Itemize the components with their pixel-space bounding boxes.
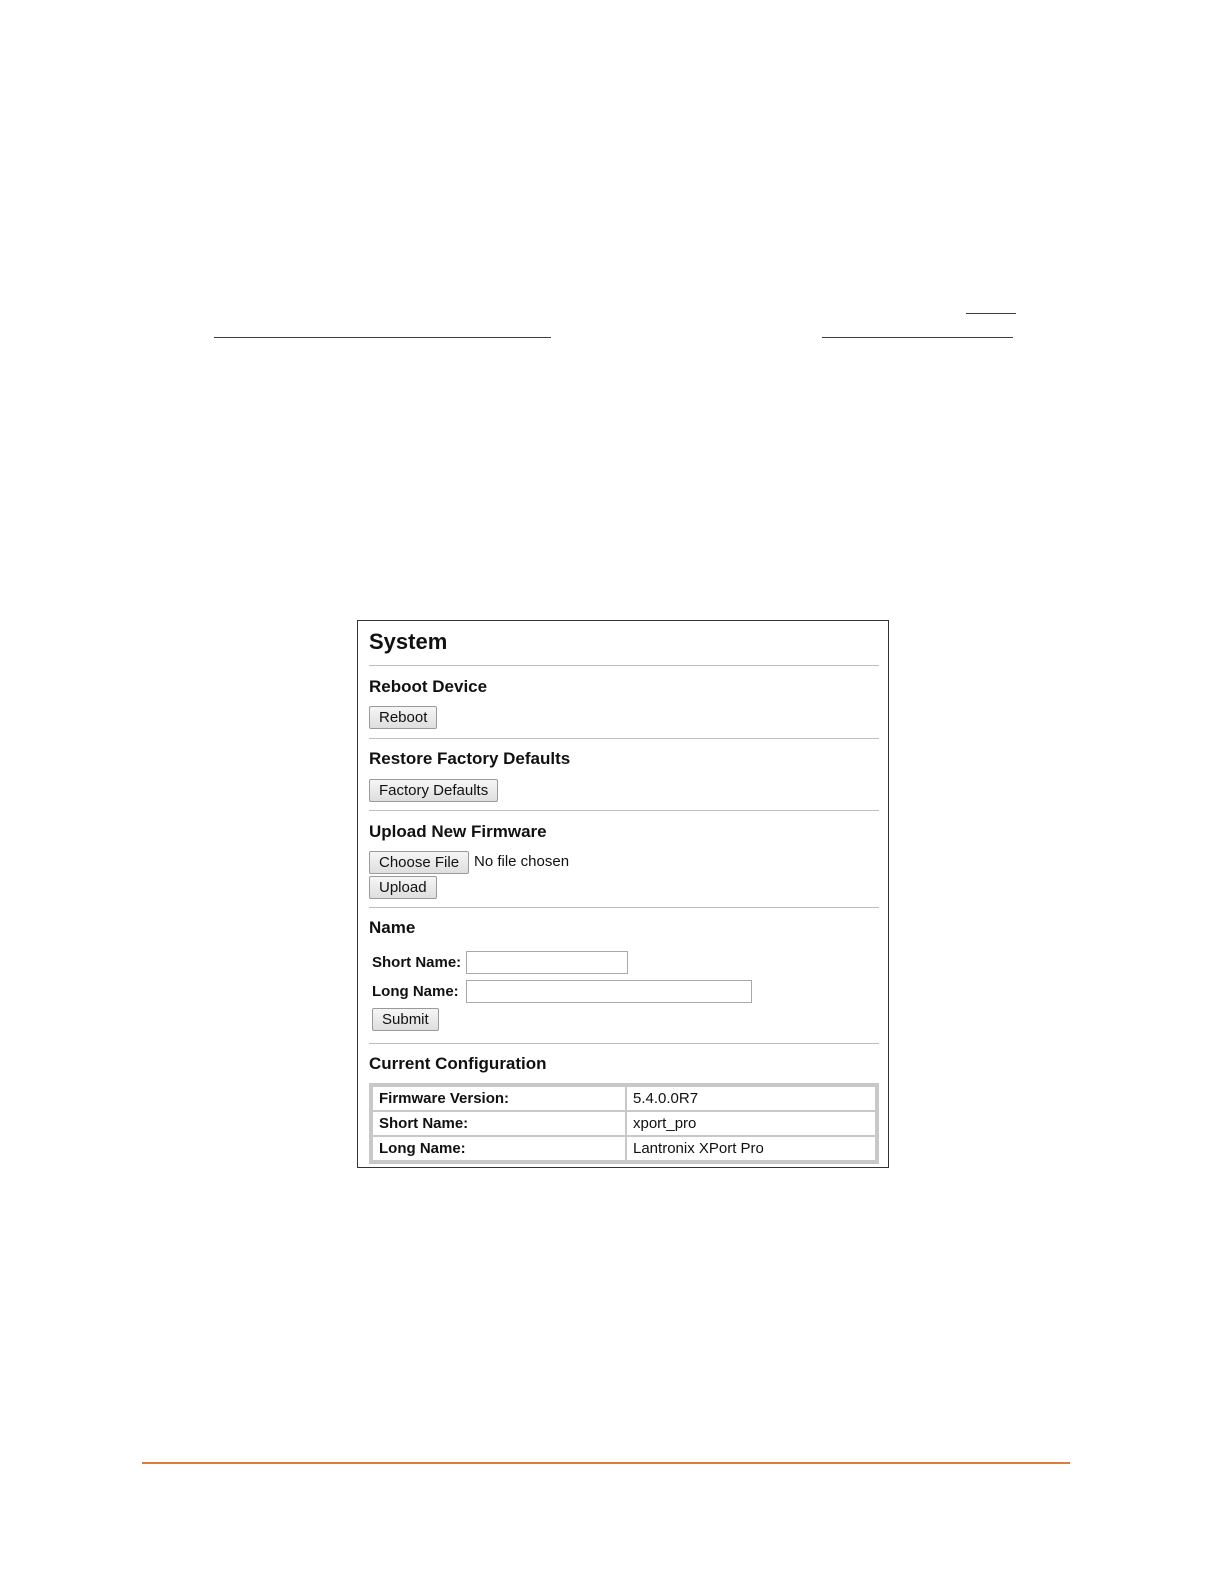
factory-defaults-button[interactable]: Factory Defaults [369, 779, 498, 802]
page-title: System [369, 629, 448, 654]
factory-defaults-heading: Restore Factory Defaults [369, 749, 571, 768]
submit-button[interactable]: Submit [372, 1008, 439, 1031]
table-row [372, 1111, 876, 1136]
configuration-table [369, 1083, 879, 1164]
short-name-label: Short Name: [372, 954, 462, 971]
divider [369, 907, 879, 908]
config-key-long-name: Long Name: [372, 1136, 626, 1161]
config-key-firmware-version: Firmware Version: [372, 1086, 626, 1111]
divider [369, 738, 879, 739]
config-value-long-name: Lantronix XPort Pro [626, 1136, 876, 1161]
footer-rule [142, 1462, 1070, 1464]
divider [369, 810, 879, 811]
divider [369, 665, 879, 666]
firmware-heading: Upload New Firmware [369, 822, 547, 841]
choose-file-button[interactable]: Choose File [369, 851, 469, 874]
system-panel [357, 620, 889, 1168]
short-name-input[interactable] [466, 951, 628, 974]
link-underline[interactable] [822, 337, 1013, 338]
config-key-short-name: Short Name: [372, 1111, 626, 1136]
long-name-label: Long Name: [372, 983, 459, 1000]
table-row [372, 1086, 876, 1111]
upload-button[interactable]: Upload [369, 876, 437, 899]
config-value-firmware-version: 5.4.0.0R7 [626, 1086, 876, 1111]
current-configuration-heading: Current Configuration [369, 1054, 547, 1073]
file-status: No file chosen [474, 853, 570, 870]
name-heading: Name [369, 918, 416, 937]
reboot-heading: Reboot Device [369, 677, 488, 696]
link-underline[interactable] [966, 313, 1016, 314]
table-row [372, 1136, 876, 1161]
long-name-input[interactable] [466, 980, 752, 1003]
link-underline[interactable] [214, 337, 551, 338]
divider [369, 1043, 879, 1044]
config-value-short-name: xport_pro [626, 1111, 876, 1136]
reboot-button[interactable]: Reboot [369, 706, 437, 729]
